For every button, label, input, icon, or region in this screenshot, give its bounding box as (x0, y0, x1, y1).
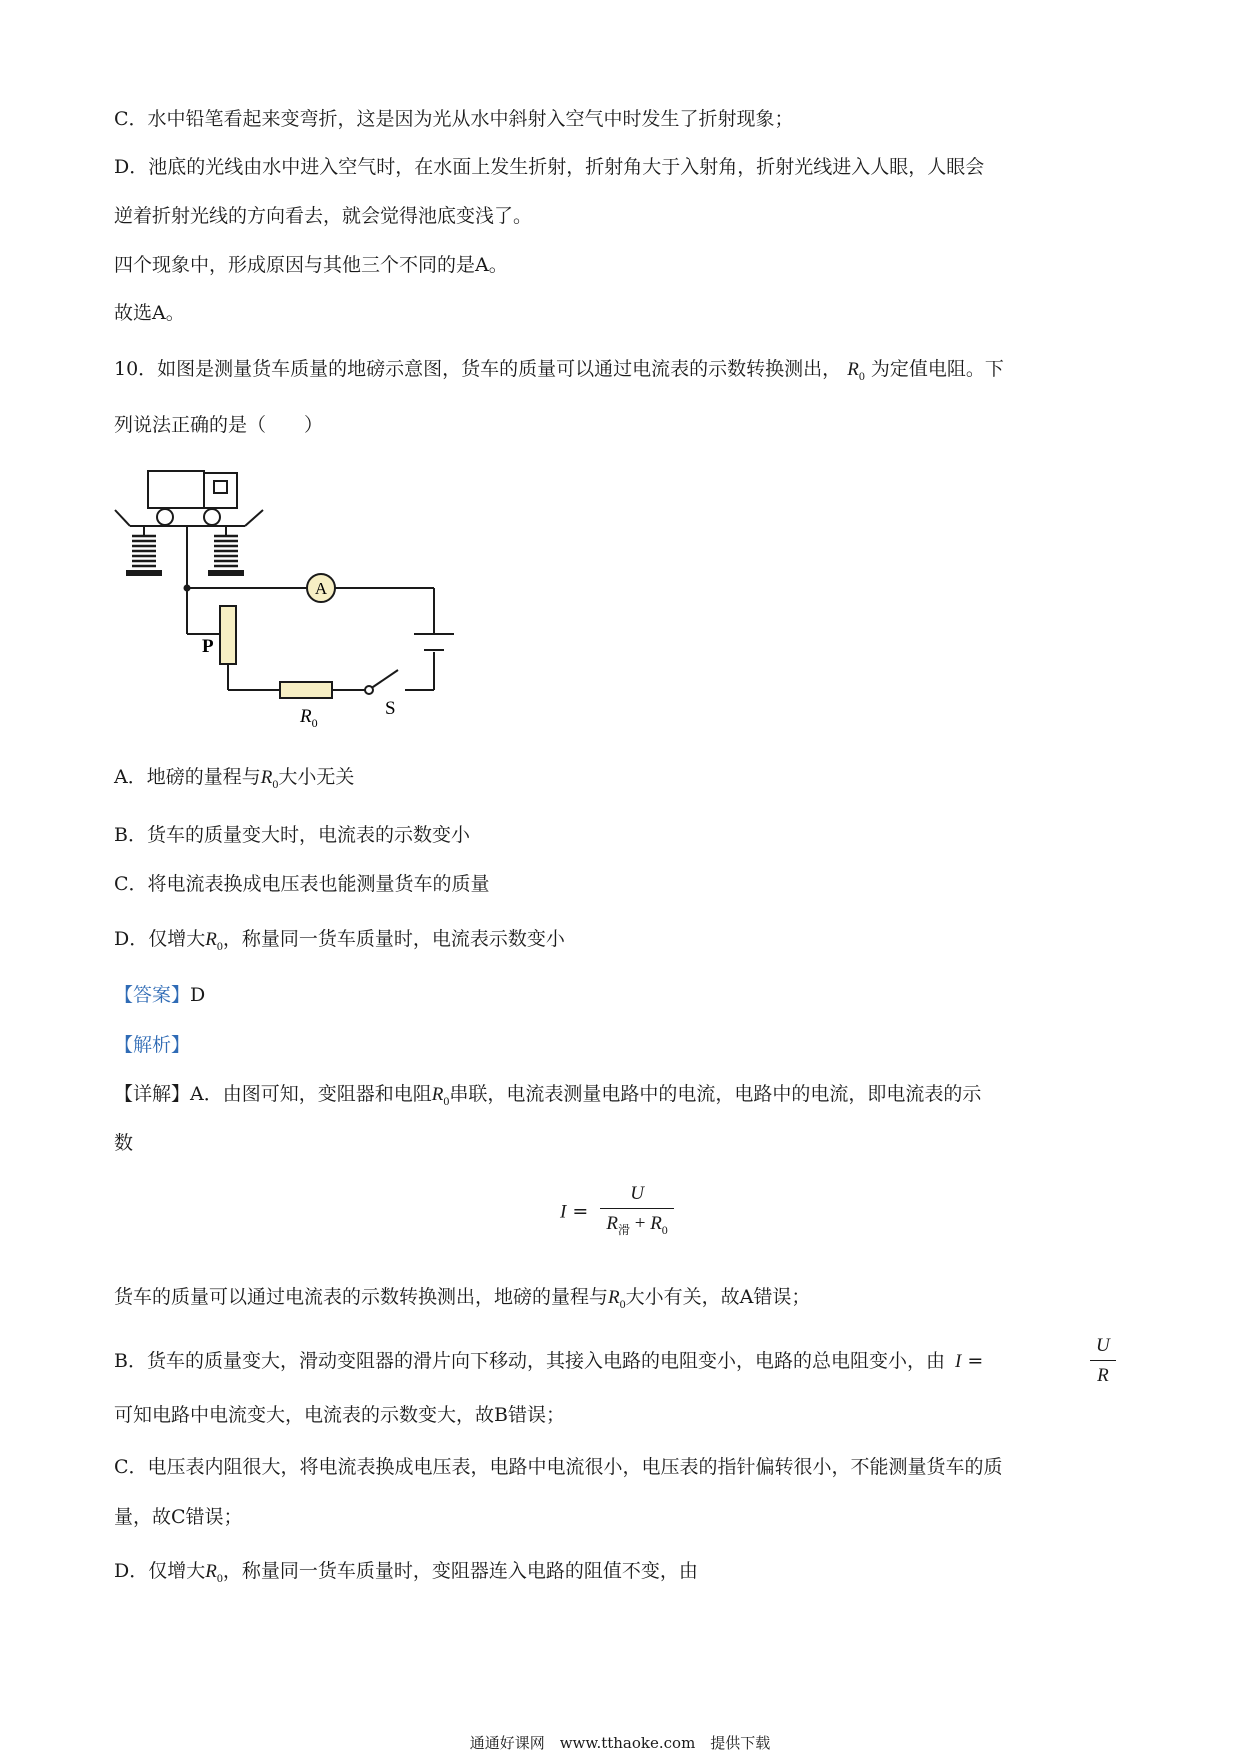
option-b: B．货车的质量变大时，电流表的示数变小 (114, 824, 470, 846)
spring-right (214, 536, 238, 566)
slider-label: P (202, 636, 214, 657)
question-stem-cont: 列说法正确的是（ ） (114, 414, 324, 436)
spring-base (126, 570, 162, 576)
text-line: D．池底的光线由水中进入空气时，在水面上发生折射，折射角大于入射角，折射光线进入人眼，人眼会 (114, 156, 985, 178)
spring-base (208, 570, 244, 576)
switch-lever (370, 670, 398, 689)
detail-c-line2: 量，故C错误； (114, 1506, 243, 1528)
text-line: 逆着折射光线的方向看去，就会觉得池底变浅了。 (114, 205, 533, 227)
detail-b-line2: 可知电路中电流变大，电流表的示数变大，故B错误； (114, 1404, 565, 1426)
detail-a-line2: 数 (114, 1132, 134, 1154)
question-text: 10．如图是测量货车质量的地磅示意图，货车的质量可以通过电流表的示数转换测出， (114, 358, 842, 380)
page-footer: 通通好课网 www.tthaoke.com 提供下载 (469, 1734, 771, 1752)
detail-b-line1: B．货车的质量变大，滑动变阻器的滑片向下移动，其接入电路的电阻变小，电路的总电阻变小，由 I = (114, 1350, 984, 1372)
weighbridge-circuit-diagram (110, 460, 470, 730)
resistor-r0 (280, 682, 332, 698)
detail-a-line1: 【详解】A．由图可知，变阻器和电阻$R_0$串联，电流表测量电路中的电流，电路中的电流，即电流表的示 (114, 1083, 982, 1108)
text-line: 故选A。 (114, 302, 185, 324)
formula-current: I = $\frac{U}{R_滑 + R_0}$ (560, 1180, 674, 1245)
truck-cab (204, 473, 237, 508)
resistor-label: $R_0$ (300, 706, 318, 730)
option-c: C．将电流表换成电压表也能测量货车的质量 (114, 873, 490, 895)
answer-tag: 【答案】 (114, 984, 191, 1006)
switch-pivot (365, 686, 373, 694)
option-a: A．地磅的量程与$R_0$大小无关 (114, 766, 355, 791)
junction-dot (184, 585, 191, 592)
r0-symbol: $R_0$ (847, 359, 865, 383)
ammeter-label: A (314, 579, 328, 598)
truck-body (148, 471, 204, 508)
formula-ohm: $\frac{U}{R}$ (1090, 1332, 1116, 1391)
question-text: 为定值电阻。下 (870, 358, 1004, 380)
detail-a-line3: 货车的质量可以通过电流表的示数转换测出，地磅的量程与$R_0$大小有关，故A错误； (114, 1286, 811, 1311)
truck-wheel (157, 509, 173, 525)
text-line: C．水中铅笔看起来变弯折，这是因为光从水中斜射入空气中时发生了折射现象； (114, 108, 794, 130)
rheostat (220, 606, 236, 664)
answer-value: D (190, 984, 206, 1006)
question-stem (114, 360, 1004, 382)
option-d: D．仅增大$R_0$，称量同一货车质量时，电流表示数变小 (114, 928, 565, 953)
truck-wheel (204, 509, 220, 525)
spring-left (132, 536, 156, 566)
detail-d-line1: D．仅增大$R_0$，称量同一货车质量时，变阻器连入电路的阻值不变，由 (114, 1560, 698, 1585)
detail-c-line1: C．电压表内阻很大，将电流表换成电压表，电路中电流很小，电压表的指针偏转很小，不能测量货车的质 (114, 1456, 1003, 1478)
analysis-line (114, 1036, 190, 1055)
detail-tag: 【详解】 (114, 1083, 191, 1105)
switch-label: S (385, 698, 396, 719)
answer-line (114, 986, 205, 1005)
analysis-tag: 【解析】 (114, 1034, 191, 1056)
text-line: 四个现象中，形成原因与其他三个不同的是A。 (114, 254, 508, 276)
